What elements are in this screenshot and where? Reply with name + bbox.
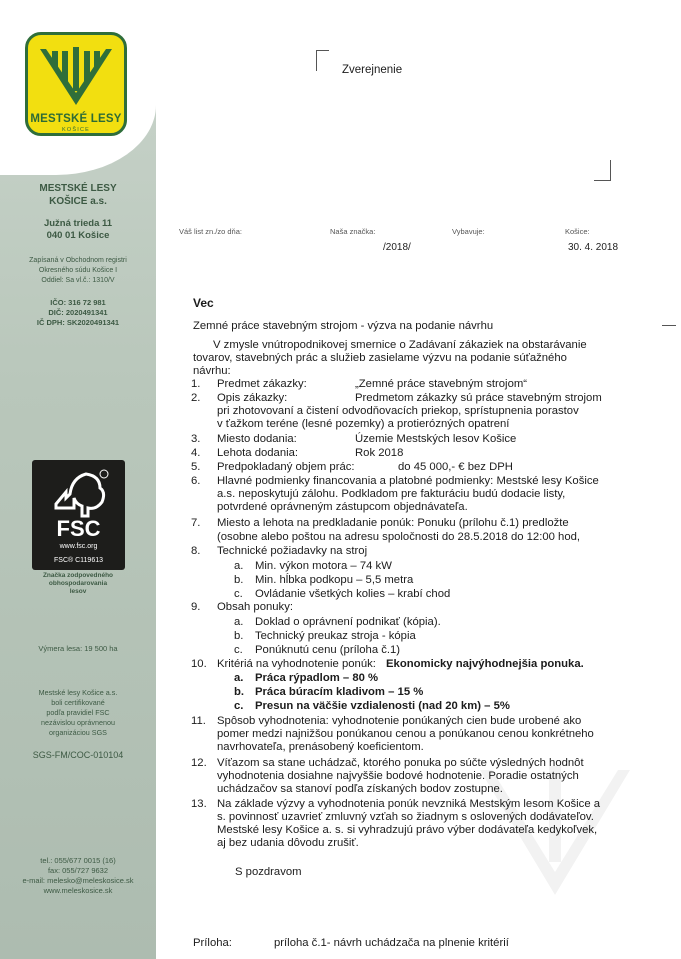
registry-line: Zapísaná v Obchodnom registri [29,257,127,264]
sub-text: Min. hĺbka podkopu – 5,5 metra [255,574,414,586]
sub-text: Doklad o oprávnení podnikať (kópia). [255,616,441,628]
sub-text: Presun na väčšie vzdialenosti (nad 20 km) – 5% [255,700,510,712]
your-letter-label: Váš list zn./zo dňa: [179,227,242,236]
city: 040 01 Košice [46,230,110,241]
item-number: 12. [191,757,207,769]
sub-text: Min. výkon motora – 74 kW [255,560,392,572]
item-number: 11. [191,715,206,727]
item-number: 4. [191,447,201,459]
company-name-line: MESTSKÉ LESY [39,183,117,194]
subject: Zemné práce stavebným strojom - výzva na podanie návrhu [193,320,494,332]
fsc-caption-line: lesov [69,588,87,595]
phone: tel.: 055/677 0015 (16) [40,856,116,865]
item-number: 2. [191,392,201,404]
our-ref-value: /2018/ [383,242,411,253]
email: e-mail: melesko@meleskosice.sk [22,876,134,885]
fsc-tree-icon [32,460,125,570]
contact-info [0,856,156,896]
ico: IČO: 316 72 981 [50,298,106,307]
item-number: 13. [191,798,207,810]
item-line: uchádzačov sa stanoví podľa získaných bodov zostupne. [217,783,503,795]
item-value: Územie Mestských lesov Košice [355,433,517,445]
item-line: v ťažkom teréne (lesné pozemky) a protierózných opatrení [217,418,510,430]
company-name [0,182,156,208]
cert-line: boli certifikované [51,698,105,707]
item-number: 9. [191,601,201,613]
sub-text: Technický preukaz stroja - kópia [255,630,416,642]
item-value: do 45 000,- € bez DPH [398,461,513,473]
website: www.meleskosice.sk [43,886,113,895]
logo-name: MESTSKÉ LESY [30,113,122,125]
company-logo [25,32,127,136]
item-label: Opis zákazky: [217,392,288,404]
item-value: „Zemné práce stavebným strojom“ [355,378,528,390]
sub-letter: a. [234,560,244,572]
forest-area: Výmera lesa: 19 500 ha [38,644,118,653]
attachment-text: príloha č.1- návrh uchádzača na plnenie kritérií [274,937,509,949]
cert-line: podľa pravidiel FSC [46,708,110,717]
item-number: 7. [191,517,201,529]
attachment-label: Príloha: [193,937,232,949]
item-number: 3. [191,433,201,445]
cert-code: SGS-FM/COC-010104 [32,750,124,760]
logo-city: KOŠICE [62,127,90,133]
sub-text: Práca rýpadlom – 80 % [255,672,379,684]
item-line: Kritériá na vyhodnotenie ponúk: [217,658,376,670]
sidebar [0,0,156,959]
sub-letter: c. [234,644,243,656]
fsc-url: www.fsc.org [59,543,98,550]
item-number: 6. [191,475,201,487]
item-value: Predmetom zákazky sú práce stavebným strojom [355,392,602,404]
address-corner-bottom-right [594,160,611,181]
sub-text: Ovládanie všetkých kolies – krabí chod [255,588,451,600]
sub-letter: b. [234,574,244,586]
company-ids [0,298,156,328]
item-label: Predpokladaný objem prác: [217,461,355,473]
certification [0,688,156,738]
item-line: potvrdené oprávneným zástupcom objednávateľa. [217,501,468,513]
watermark-logo-icon [470,760,640,900]
cert-line: nezávislou oprávnenou [41,718,115,727]
sub-letter: a. [234,616,244,628]
date-value: 30. 4. 2018 [568,242,619,253]
item-line: s. povinnosť uzavrieť zmluvný vzťah so žiadnym s oslovených dodávateľov. [217,811,594,823]
item-value: Rok 2018 [355,447,404,459]
sub-text: Ponúknutú cenu (príloha č.1) [255,644,401,656]
sub-letter: c. [234,588,243,600]
sub-letter: b. [234,686,245,698]
fsc-logo-text: FSC [56,516,101,541]
ic-dph: IČ DPH: SK2020491341 [36,318,120,327]
sub-letter: a. [234,672,244,684]
fsc-caption-line: Značka zodpovedného [42,572,114,579]
item-label: Predmet zákazky: [217,378,307,390]
item-line: Víťazom sa stane uchádzač, ktorého ponuka po súčte výsledných hodnôt [217,757,584,769]
cert-line: organizáciou SGS [49,728,107,737]
intro-line: návrhu: [193,365,231,377]
company-name-line: KOŠICE a.s. [49,196,107,207]
sub-letter: c. [234,700,244,712]
item-label: Lehota dodania: [217,447,299,459]
dic: DIČ: 2020491341 [48,308,108,317]
cert-line: Mestské lesy Košice a.s. [38,688,118,697]
item-label: Miesto dodania: [217,433,297,445]
item-number: 5. [191,461,201,473]
item-line: aj bez udania dôvodu zrušiť. [217,837,359,849]
street: Južná trieda 11 [43,218,113,229]
item-number: 8. [191,545,201,557]
intro-line: V zmysle vnútropodnikovej smernice o Zadávaní zákaziek na obstarávanie [213,339,587,351]
item-line: Mestské lesy Košice a. s. si vyhradzujú právo výber dodávateľa kedykoľvek, [217,824,598,836]
item-line: Miesto a lehota na predkladanie ponúk: Ponuku (prílohu č.1) predložte [217,517,569,529]
item-line: pri zhotovovaní a čistení odvodňovacích priekop, sprístupnenia porastov [217,405,579,417]
item-line: Technické požiadavky na stroj [217,545,368,557]
fsc-badge [32,460,125,570]
recipient: Zverejnenie [342,64,403,76]
criteria-summary: Ekonomicky najvýhodnejšia ponuka. [386,658,584,670]
item-number: 10. [191,658,207,670]
fsc-caption-line: obhospodarovania [48,580,108,587]
subject-label: Vec [193,296,214,310]
item-number: 1. [191,378,201,390]
intro-line: tovarov, stavebných prác a služieb zasielame výzvu na podanie súťažného [193,352,567,364]
fsc-code: FSC® C119613 [54,557,103,564]
closing: S pozdravom [235,866,302,878]
fsc-caption [0,572,156,596]
item-line: navrhovateľa, prenásobený koeficientom. [217,741,424,753]
registry-line: Okresného súdu Košice I [38,267,118,274]
item-line: a.s. neposkytujú zálohu. Podkladom pre fakturáciu budú dodacie listy, [217,488,566,500]
item-line: Spôsob vyhodnotenia: vyhodnotenie ponúkaných cien bude urobené ako [217,715,582,727]
item-line: Na základe výzvy a vyhodnotenia ponúk nevzniká Mestským lesom Košice a [217,798,601,810]
place-label: Košice: [565,227,590,236]
item-line: vyhodnotenia dosiahne najvyššie bodové hodnotenie. Poradie ostatných [217,770,579,782]
sub-letter: b. [234,630,244,642]
handled-by-label: Vybavuje: [452,227,485,236]
fold-mark [662,325,676,326]
item-line: (osobne alebo poštou na adresu spoločnosti do 28.5.2018 do 12:00 hod, [217,531,581,543]
item-line: Hlavné podmienky financovania a platobné podmienky: Mestské lesy Košice [217,475,599,487]
registry-line: Oddiel: Sa vl.č.: 1310/V [41,277,115,284]
tree-logo-icon [34,43,118,111]
sub-text: Práca búracím kladivom – 15 % [255,686,424,698]
company-address [0,218,156,242]
item-line: Obsah ponuky: [217,601,293,613]
registry-info [0,256,156,286]
fax: fax: 055/727 9632 [47,866,109,875]
item-line: pomer medzi najnižšou ponúkanou cenou a ponúkanou cenou konkrétneho [217,728,594,740]
address-corner-top-left [316,50,329,71]
our-ref-label: Naša značka: [330,227,376,236]
